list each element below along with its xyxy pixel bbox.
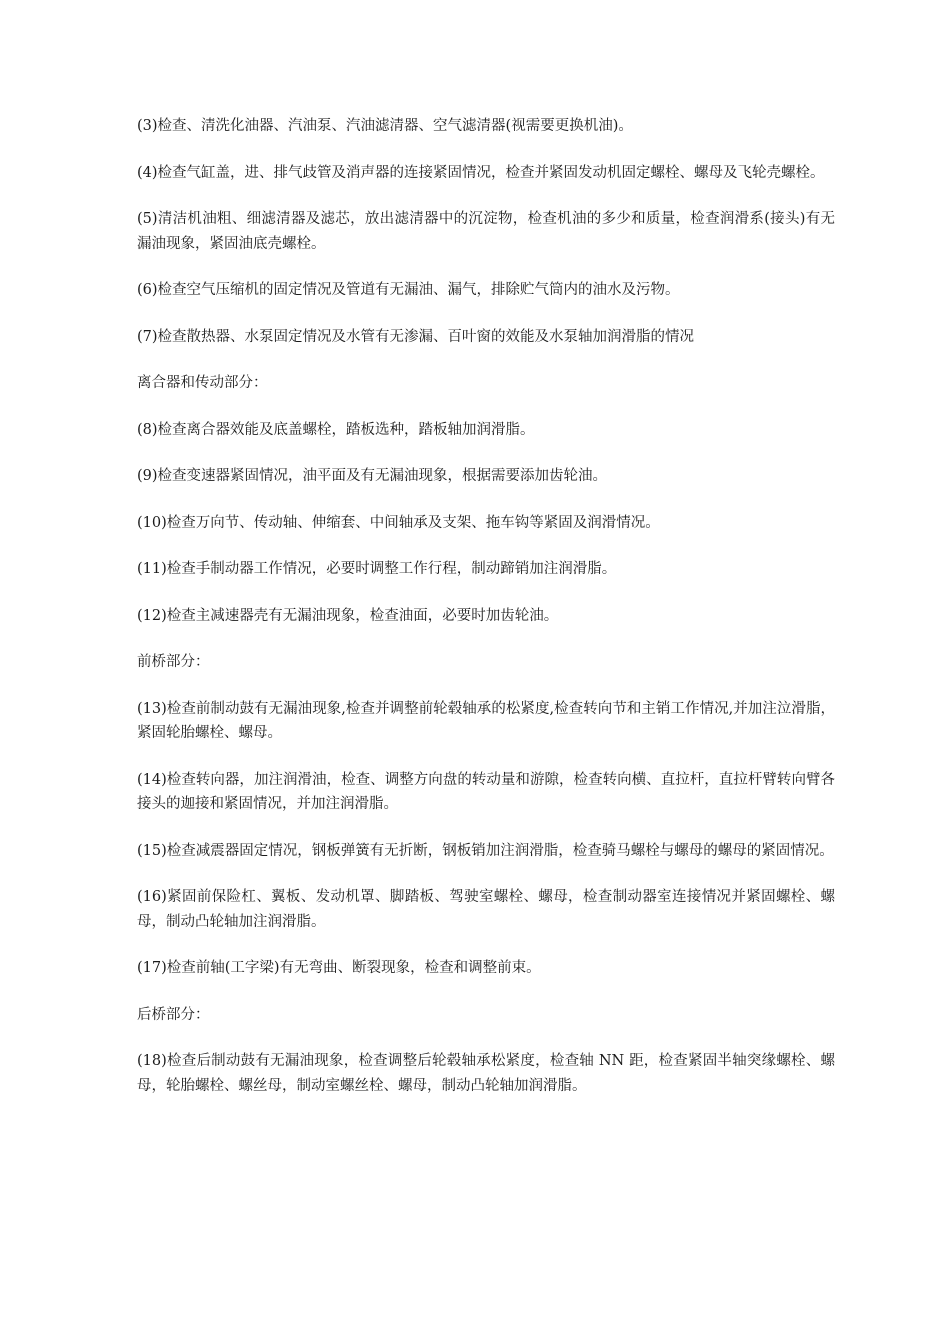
paragraph-item-6: (6)检查空气压缩机的固定情况及管道有无漏油、漏气，排除贮气筒内的油水及污物。 <box>137 282 680 298</box>
section-heading-rear-axle: 后桥部分： <box>137 1006 210 1023</box>
paragraph-item-10: (10)检查万向节、传动轴、伸缩套、中间轴承及支架、拖车钩等紧固及润滑情况。 <box>137 514 660 531</box>
paragraph-item-7: (7)检查散热器、水泵固定情况及水管有无渗漏、百叶窗的效能及水泵轴加润滑脂的情况 <box>137 328 695 345</box>
section-heading-clutch: 离合器和传动部分： <box>137 375 268 391</box>
paragraph-item-13: (13)检查前制动鼓有无漏油现象,检查并调整前轮毂轴承的松紧度,检查转向节和主销工作情况,并加注泣滑脂，紧固轮胎螺栓、螺母。 <box>137 700 835 741</box>
document-body <box>137 114 835 1120</box>
paragraph-item-16: (16)紧固前保险杠、翼板、发动机罩、脚踏板、驾驶室螺栓、螺母，检查制动器室连接情况并紧固螺栓、螺母，制动凸轮轴加注润滑脂。 <box>137 889 835 930</box>
paragraph-item-18: (18)检查后制动鼓有无漏油现象，检查调整后轮毂轴承松紧度，检查轴 NN 距，检查紧固半轴突缘螺栓、螺母，轮胎螺栓、螺丝母，制动室螺丝栓、螺母，制动凸轮轴加润滑脂。 <box>137 1053 835 1094</box>
paragraph-item-3: (3)检查、清洗化油器、汽油泵、汽油滤清器、空气滤清器(视需要更换机油)。 <box>137 118 633 134</box>
paragraph-item-5: (5)清洁机油粗、细滤清器及滤芯，放出滤清器中的沉淀物，检查机油的多少和质量，检查润滑系(接头)有无漏油现象，紧固油底壳螺栓。 <box>137 211 835 252</box>
paragraph-item-17: (17)检查前轴(工字梁)有无弯曲、断裂现象，检查和调整前束。 <box>137 960 541 976</box>
paragraph-item-14: (14)检查转向器，加注润滑油，检查、调整方向盘的转动量和游隙，检查转向横、直拉杆，直拉杆臂转向臂各接头的迦接和紧固情况，并加注润滑脂。 <box>137 771 835 812</box>
paragraph-item-9: (9)检查变速器紧固情况，油平面及有无漏油现象，根据需要添加齿轮油。 <box>137 468 608 484</box>
paragraph-item-8: (8)检查离合器效能及底盖螺栓，踏板选种，踏板轴加润滑脂。 <box>137 421 535 438</box>
paragraph-item-12: (12)检查主减速器壳有无漏油现象，检查油面，必要时加齿轮油。 <box>137 607 559 624</box>
paragraph-item-15: (15)检查减震器固定情况，钢板弹簧有无折断，钢板销加注润滑脂，检查骑马螺栓与螺母的螺母的紧固情况。 <box>137 842 834 859</box>
section-heading-front-axle: 前桥部分： <box>137 654 210 670</box>
paragraph-item-4: (4)检查气缸盖，进、排气歧管及消声器的连接紧固情况，检查并紧固发动机固定螺栓、螺母及飞轮壳螺栓。 <box>137 164 825 181</box>
paragraph-item-11: (11)检查手制动器工作情况，必要时调整工作行程，制动蹄销加注润滑脂。 <box>137 561 617 577</box>
